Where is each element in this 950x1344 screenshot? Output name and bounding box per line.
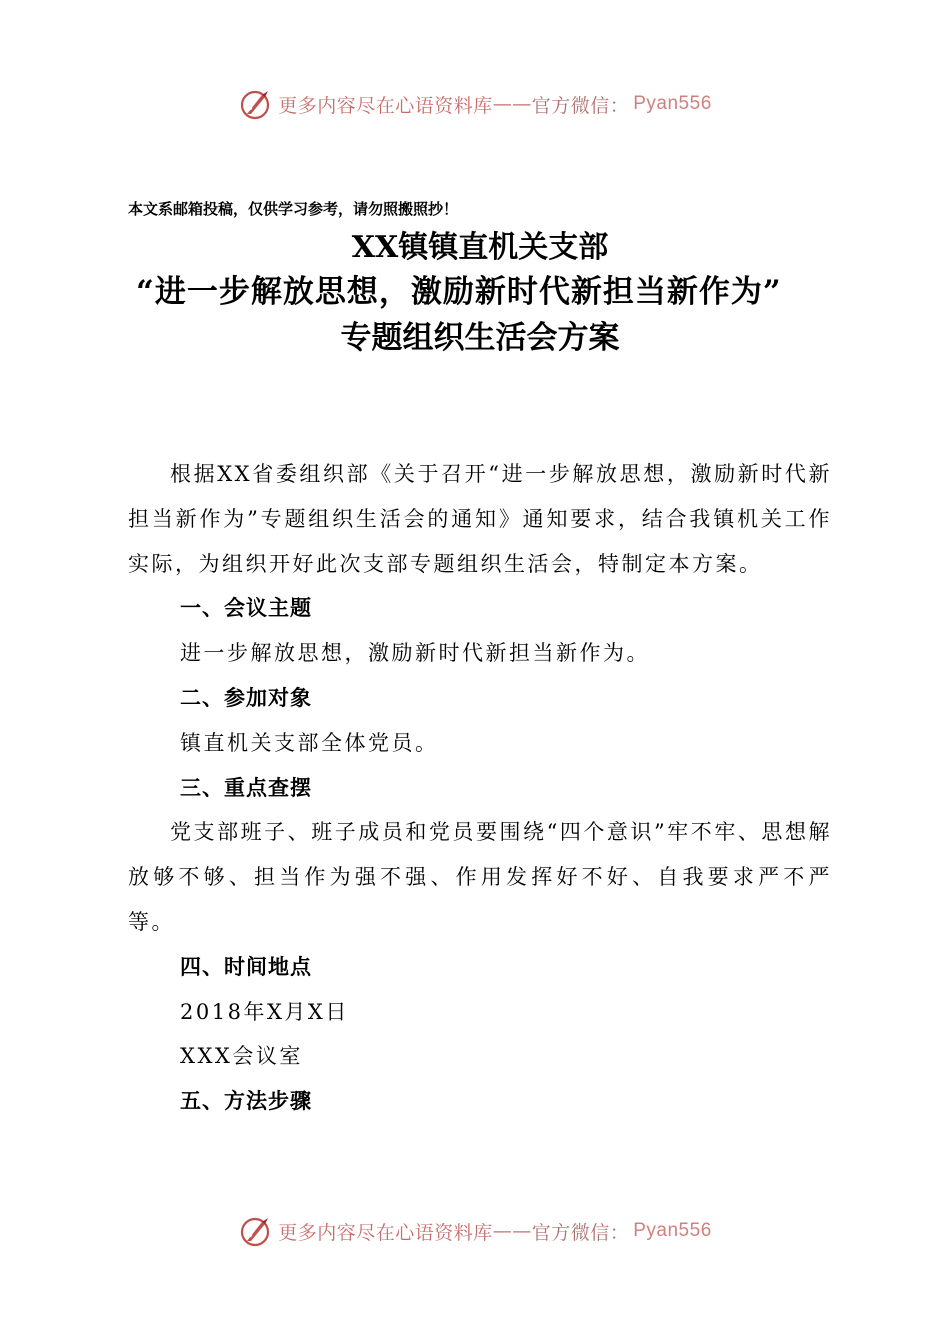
title-line-3: 专题组织生活会方案 bbox=[340, 320, 620, 356]
section-heading-method-steps: 五、方法步骤 bbox=[180, 1089, 312, 1114]
meeting-date: 2018年X月X日 bbox=[180, 999, 349, 1024]
topic-text: 进一步解放思想，激励新时代新担当新作为。 bbox=[180, 641, 650, 666]
watermark-wechat-label: 官方微信： bbox=[531, 1221, 630, 1244]
title-line-2: “进一步解放思想，激励新时代新担当新作为” bbox=[136, 274, 782, 310]
title-line-1: XX镇镇直机关支部 bbox=[351, 230, 609, 265]
quill-logo-icon bbox=[238, 1214, 272, 1248]
footer-watermark bbox=[0, 1211, 950, 1251]
quill-logo-icon bbox=[238, 87, 272, 121]
watermark-text: 更多内容尽在心语资料库 bbox=[278, 94, 493, 117]
header-watermark bbox=[0, 84, 950, 124]
section-heading-topic: 一、会议主题 bbox=[180, 596, 312, 621]
key-checks-paragraph: 党支部班子、班子成员和党员要围绕“四个意识”牢不牢、思想解放够不够、担当作为强不强、作用发挥好不好、自我要求严不严等。 bbox=[128, 820, 832, 934]
copyright-notice: 本文系邮箱投稿，仅供学习参考，请勿照搬照抄！ bbox=[128, 200, 459, 218]
watermark-wechat-id: Pyan556 bbox=[633, 93, 712, 114]
watermark-wechat-label: 官方微信： bbox=[531, 94, 630, 117]
intro-paragraph: 根据XX省委组织部《关于召开“进一步解放思想，激励新时代新担当新作为”专题组织生活会的通知》通知要求，结合我镇机关工作实际，为组织开好此次支部专题组织生活会，特制定本方案。 bbox=[128, 462, 832, 576]
meeting-place: XXX会议室 bbox=[180, 1044, 303, 1069]
section-heading-key-checks: 三、重点查摆 bbox=[180, 775, 312, 800]
watermark-wechat-id: Pyan556 bbox=[633, 1220, 712, 1241]
section-heading-participants: 二、参加对象 bbox=[180, 685, 312, 710]
watermark-dash: —— bbox=[492, 93, 532, 115]
document-body bbox=[128, 452, 832, 1124]
document-title bbox=[128, 226, 832, 360]
section-heading-time-place: 四、时间地点 bbox=[180, 954, 312, 979]
participants-text: 镇直机关支部全体党员。 bbox=[180, 730, 439, 755]
watermark-text: 更多内容尽在心语资料库 bbox=[278, 1221, 493, 1244]
watermark-dash: —— bbox=[492, 1220, 532, 1242]
